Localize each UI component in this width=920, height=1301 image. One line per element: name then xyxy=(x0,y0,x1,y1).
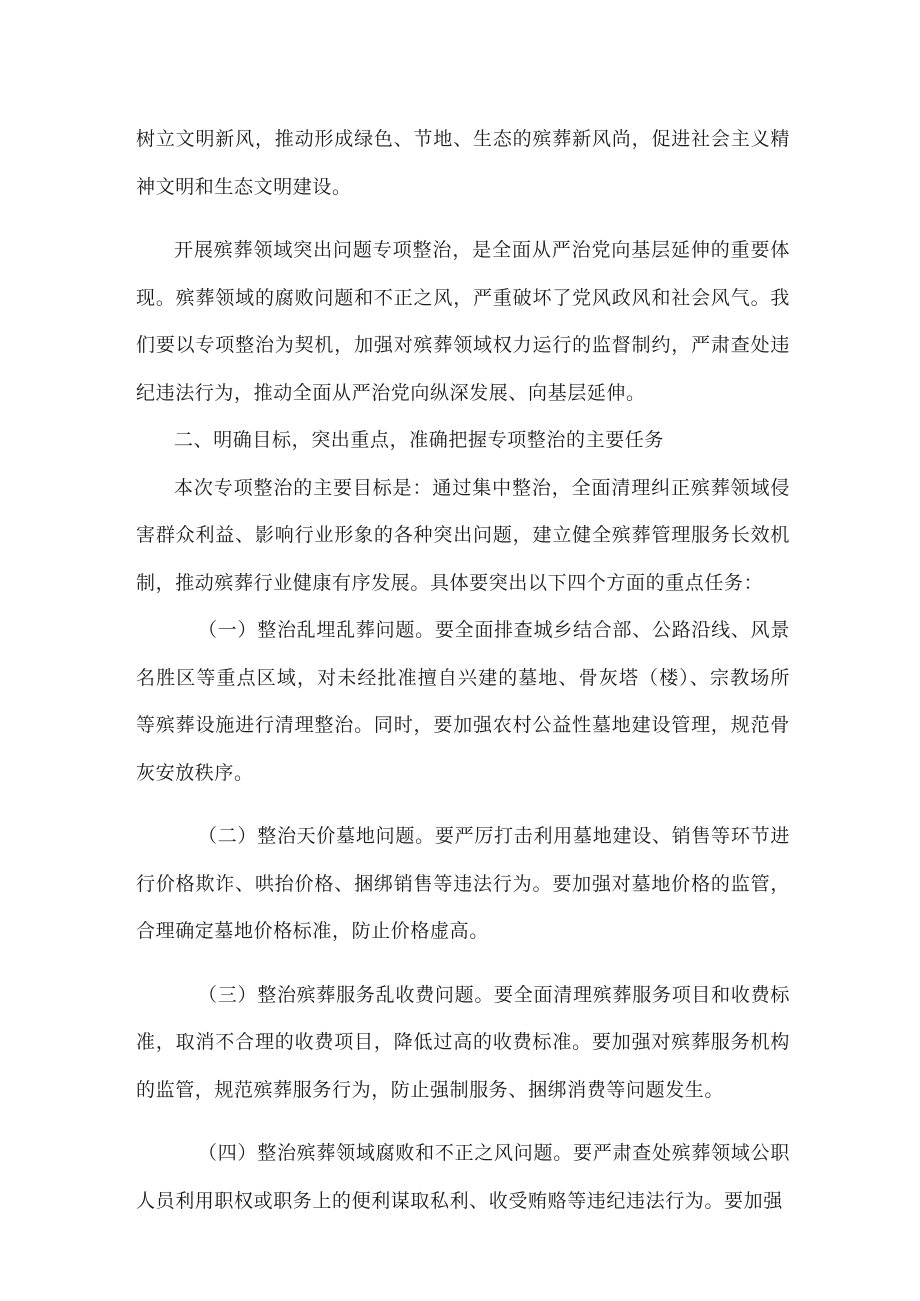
paragraph-gap xyxy=(136,1114,790,1130)
paragraph-special-rectification-significance: 开展殡葬领域突出问题专项整治，是全面从严治党向基层延伸的重要体现。殡葬领域的腐败问题和不正之风，严重破坏了党风政风和社会风气。我们要以专项整治为契机，加强对殡葬领域权力运行的监督制约，严肃查处违纪违法行为，推动全面从严治党向纵深发展、向基层延伸。 xyxy=(136,239,790,404)
paragraph-task-two: （二）整治天价墓地问题。要严厉打击利用墓地建设、销售等环节进行价格欺诈、哄抬价格、捆绑销售等违法行为。要加强对墓地价格的监管，合理确定墓地价格标准，防止价格虚高。 xyxy=(136,825,790,942)
paragraph-main-goal: 本次专项整治的主要目标是：通过集中整治，全面清理纠正殡葬领域侵害群众利益、影响行业形象的各种突出问题，建立健全殡葬管理服务长效机制，推动殡葬行业健康有序发展。具体要突出以下四个方面的重点任务： xyxy=(136,476,790,594)
paragraph-gap xyxy=(136,211,790,227)
paragraph-task-three: （三）整治殡葬服务乱收费问题。要全面清理殡葬服务项目和收费标准，取消不合理的收费项目，降低过高的收费标准。要加强对殡葬服务机构的监管，规范殡葬服务行为，防止强制服务、捆绑消费等问题发生。 xyxy=(136,983,790,1101)
paragraph-continuation: 树立文明新风，推动形成绿色、节地、生态的殡葬新风尚，促进社会主义精神文明和生态文明建设。 xyxy=(136,128,790,198)
document-body xyxy=(136,116,790,1225)
paragraph-gap xyxy=(136,956,790,972)
paragraph-task-four: （四）整治殡葬领域腐败和不正之风问题。要严肃查处殡葬领域公职人员利用职权或职务上的便利谋取私利、收受贿赂等违纪违法行为。要加强 xyxy=(136,1142,790,1212)
paragraph-task-one: （一）整治乱埋乱葬问题。要全面排查城乡结合部、公路沿线、风景名胜区等重点区域，对未经批准擅自兴建的墓地、骨灰塔（楼）、宗教场所等殡葬设施进行清理整治。同时，要加强农村公益性墓地建设管理，规范骨灰安放秩序。 xyxy=(136,619,790,784)
section-heading-two: 二、明确目标，突出重点，准确把握专项整治的主要任务 xyxy=(174,429,665,451)
paragraph-gap xyxy=(136,797,790,813)
